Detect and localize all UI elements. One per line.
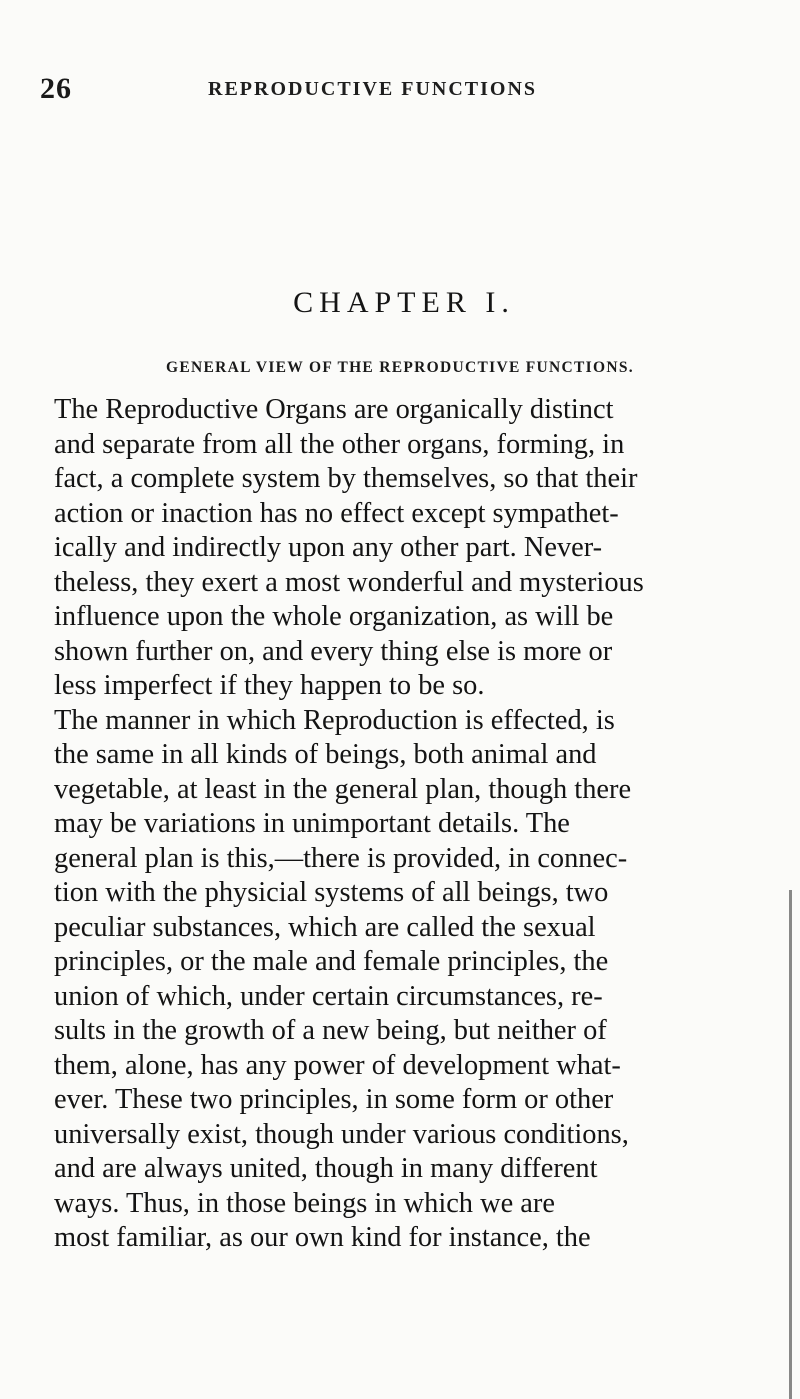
- text-line: principles, or the male and female principles, the: [54, 946, 609, 977]
- running-title: REPRODUCTIVE FUNCTIONS: [208, 78, 538, 100]
- text-line: union of which, under certain circumstances, re-: [54, 980, 603, 1012]
- text-line: them, alone, has any power of development what-: [54, 1049, 621, 1081]
- page-number: 26: [40, 72, 72, 105]
- text-line: theless, they exert a most wonderful and mysterious: [54, 566, 644, 598]
- text-line: fact, a complete system by themselves, so that their: [54, 463, 638, 494]
- text-line: vegetable, at least in the general plan, though there: [54, 773, 632, 805]
- text-line: tion with the physicial systems of all beings, two: [54, 877, 609, 908]
- text-line: less imperfect if they happen to be so.: [54, 670, 485, 701]
- text-line: universally exist, though under various conditions,: [54, 1118, 629, 1150]
- text-line: ways. Thus, in those beings in which we are: [54, 1187, 555, 1219]
- text-line: influence upon the whole organization, as will be: [54, 601, 614, 632]
- text-line: shown further on, and every thing else is more or: [54, 635, 613, 667]
- text-line: and are always united, though in many different: [54, 1153, 598, 1184]
- body-text: [54, 393, 774, 1256]
- text-line: action or inaction has no effect except sympathet-: [54, 497, 619, 529]
- text-line: The manner in which Reproduction is effected, is: [54, 704, 615, 736]
- text-line: the same in all kinds of beings, both animal and: [54, 739, 597, 770]
- text-line: peculiar substances, which are called the sexual: [54, 911, 596, 943]
- page-edge-rule: [789, 890, 792, 1399]
- chapter-subtitle: GENERAL VIEW OF THE REPRODUCTIVE FUNCTIONS.: [166, 359, 634, 376]
- text-line: sults in the growth of a new being, but neither of: [54, 1015, 607, 1046]
- text-line: and separate from all the other organs, forming, in: [54, 428, 625, 460]
- running-head: [40, 52, 760, 112]
- text-line: most familiar, as our own kind for instance, the: [54, 1222, 591, 1253]
- text-line: may be variations in unimportant details. The: [54, 808, 570, 839]
- text-line: The Reproductive Organs are organically distinct: [54, 394, 614, 425]
- text-line: ically and indirectly upon any other part. Never-: [54, 532, 603, 563]
- chapter-title: CHAPTER I.: [293, 286, 515, 319]
- text-line: general plan is this,—there is provided, in connec-: [54, 842, 628, 874]
- text-line: ever. These two principles, in some form or other: [54, 1084, 614, 1115]
